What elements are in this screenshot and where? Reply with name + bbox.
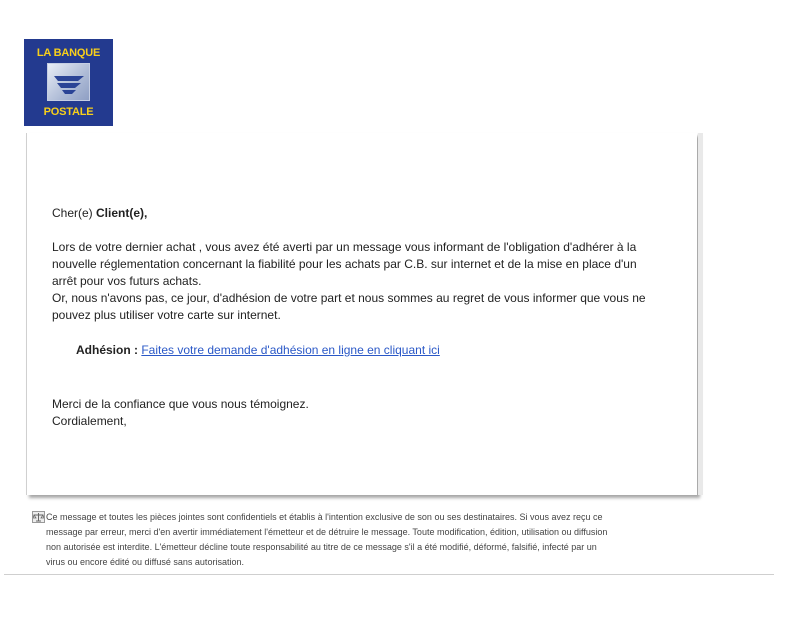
scrollbar-thumb[interactable] [698,195,703,213]
paragraph-line: arrêt pour vos futurs achats. [52,274,202,288]
main-paragraph [52,239,667,324]
scales-icon [32,511,45,523]
confidentiality-disclaimer [32,510,702,570]
adhesion-label: Adhésion : [76,343,138,357]
message-body [52,205,667,430]
disclaimer-line: Ce message et toutes les pièces jointes sont confidentiels et établis à l'intention exclusive de son ou ses destinataires. Si vous avez reçu ce [46,512,603,522]
paragraph-line: Lors de votre dernier achat , vous avez été averti par un message vous informant de l'obligation d'adhérer à la [52,240,637,254]
greeting: Cher(e) Client(e), [52,206,148,220]
logo-line-top: LA BANQUE [36,47,101,59]
message-card [26,133,697,495]
adhesion-row [76,342,667,359]
paragraph-line: pouvez plus utiliser votre carte sur internet. [52,308,281,322]
closing [52,396,667,430]
bird-emblem-icon [47,63,90,101]
divider [4,574,774,575]
closing-line: Cordialement, [52,414,127,428]
closing-line: Merci de la confiance que vous nous témoignez. [52,397,309,411]
paragraph-line: nouvelle réglementation concernant la fiabilité pour les achats par C.B. sur internet et de la mise en place d'un [52,257,637,271]
adhesion-link[interactable]: Faites votre demande d'adhésion en ligne en cliquant ici [141,343,440,357]
disclaimer-line: virus ou encore édité ou diffusé sans autorisation. [46,557,244,567]
disclaimer-line: message par erreur, merci d'en avertir immédiatement l'émetteur et de détruire le message. Toute modification, édition, utilisation ou diffusion [46,527,608,537]
logo-line-bottom: POSTALE [43,106,94,118]
paragraph-line: Or, nous n'avons pas, ce jour, d'adhésion de votre part et nous sommes au regret de vous informer que vous ne [52,291,646,305]
disclaimer-line: non autorisée est interdite. L'émetteur décline toute responsabilité au titre de ce message s'il a été modifié, déformé, falsifié, infecté par un [46,542,597,552]
la-banque-postale-logo [24,39,113,126]
disclaimer-text [32,510,702,570]
